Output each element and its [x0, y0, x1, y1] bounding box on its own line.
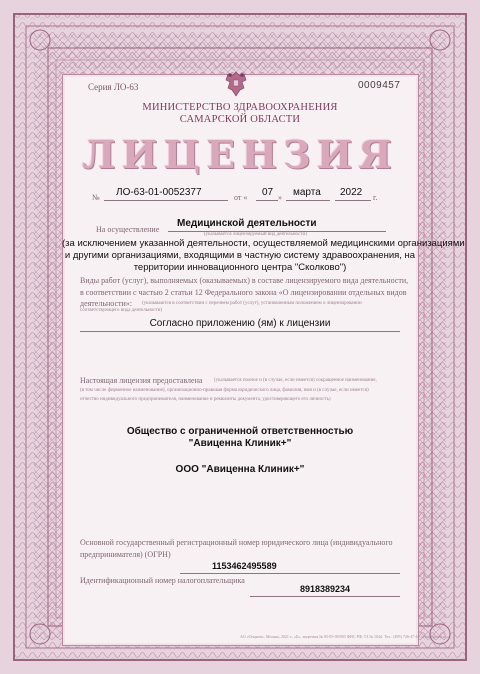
- works-line2: в соответствии с частью 2 статьи 12 Федерального закона «О лицензировании отдельных видов: [80, 288, 407, 297]
- activity-label: На осуществление: [96, 225, 160, 234]
- ministry-name-line2: САМАРСКОЙ ОБЛАСТИ: [179, 114, 301, 125]
- printer-imprint: АО «Опцион», Москва, 2021 г., «Б», лицензия № 05-05-09/003 ФНС РФ, ТЗ № 1044. Тел.: (495) 726-47-42, www.opcion.ru: [240, 634, 447, 639]
- works-line3-hint: (указываются в соответствии с перечнем работ (услуг), установленным положением о лицензировании: [142, 301, 362, 306]
- series-label: Серия ЛО-63: [88, 82, 139, 92]
- holder-label: Настоящая лицензия предоставлена: [80, 376, 203, 385]
- activity-note-line3: территории инновационного центра "Сколково"): [133, 262, 347, 273]
- license-number: ЛО-63-01-0052377: [116, 187, 202, 198]
- ministry-name-line1: МИНИСТЕРСТВО ЗДРАВООХРАНЕНИЯ: [142, 102, 338, 113]
- double-headed-eagle-emblem-icon: [218, 66, 254, 102]
- activity-value: Медицинской деятельности: [177, 218, 317, 229]
- blank-number: 0009457: [358, 80, 401, 91]
- holder-line1-hint: (указывается полное и (в случае, если имеется) сокращенное наименование,: [214, 378, 377, 383]
- activity-note-line2: и другими организациями, входящими в частную систему здравоохранения, на: [64, 250, 416, 261]
- holder-short-name: ООО "Авиценна Клиник+": [175, 464, 305, 475]
- inn-label: Идентификационный номер налогоплательщика: [80, 576, 245, 585]
- number-label: №: [92, 193, 100, 202]
- holder-full-name-line1: Общество с ограниченной ответственностью: [126, 426, 354, 437]
- ogrn-line2: предпринимателя) (ОГРН): [80, 550, 171, 559]
- activity-note-line1: (за исключением указанной деятельности, осуществляемой медицинскими организациями: [62, 238, 465, 249]
- document-title: ЛИЦЕНЗИЯ: [82, 132, 398, 177]
- day-close-quote: »: [278, 193, 282, 202]
- ogrn-value: 1153462495589: [212, 561, 277, 571]
- inn-value: 8918389234: [300, 584, 351, 594]
- year-suffix: г.: [373, 193, 378, 202]
- activity-hint: (указывается лицензируемый вид деятельности): [204, 232, 307, 237]
- license-day: 07: [262, 187, 274, 198]
- works-line3-label: деятельности»:: [80, 299, 133, 308]
- works-value: Согласно приложению (ям) к лицензии: [149, 318, 331, 329]
- holder-line3-hint: отчество индивидуального предпринимателя, наименование и реквизиты документа, удостоверяющего его личность): [80, 397, 331, 402]
- holder-full-name-line2: "Авиценна Клиник+": [188, 438, 292, 449]
- license-year: 2022: [340, 187, 363, 198]
- ogrn-line1: Основной государственный регистрационный номер юридического лица (индивидуального: [80, 538, 393, 547]
- holder-line2-hint: (в том числе фирменное наименование), организационно-правовая форма юридического лица, фамилия, имя и (в случае, если имеется): [80, 388, 369, 393]
- date-from-label: от «: [234, 193, 248, 202]
- works-line1: Виды работ (услуг), выполняемых (оказываемых) в составе лицензируемого вида деятельности,: [80, 276, 409, 285]
- license-month: марта: [293, 187, 321, 198]
- works-line4-hint: соответствующего вида деятельности): [80, 308, 163, 313]
